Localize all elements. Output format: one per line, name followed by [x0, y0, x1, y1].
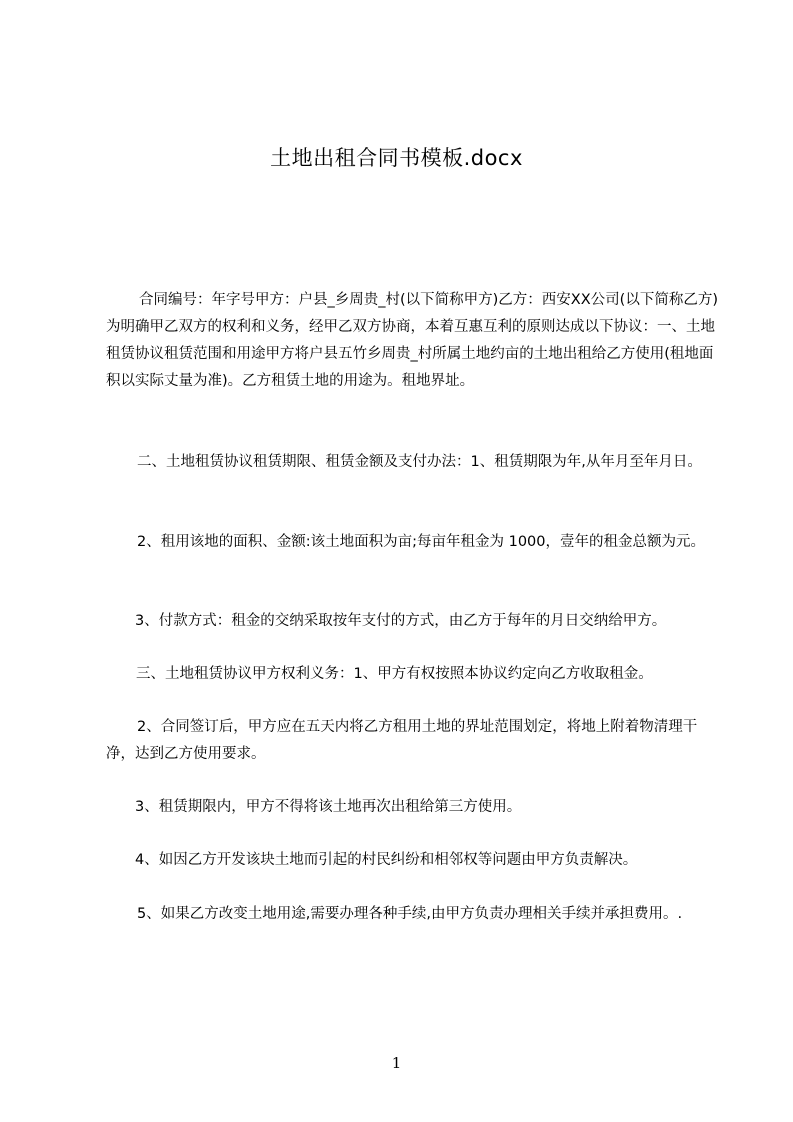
paragraph-no-sublease: 3、租赁期限内，甲方不得将该土地再次出租给第三方使用。	[135, 799, 522, 815]
paragraph-lease-term: 二、土地租赁协议租赁期限、租赁金额及支付办法：1、租赁期限为年,从年月至年月日。	[137, 454, 702, 470]
paragraph-disputes: 4、如因乙方开发该块土地而引起的村民纠纷和相邻权等问题由甲方负责解决。	[135, 852, 638, 868]
paragraph-payment-method: 3、付款方式：租金的交纳采取按年支付的方式，由乙方于每年的月日交纳给甲方。	[135, 613, 667, 629]
paragraph-contract-intro: 合同编号：年字号甲方：户县_乡周贵_村(以下简称甲方)乙方：西安XX公司(以下简称乙方)为明确甲乙双方的权利和义务，经甲乙双方协商，本着互惠互利的原则达成以下协议：一、土地租赁协议租赁范围和用途甲方将户县五竹乡周贵_村所属土地约亩的土地出租给乙方使用(租地面积以实际丈量为准)。乙方租赁土地的用途为。租地界址。	[106, 292, 718, 389]
page-number: 1	[391, 1054, 402, 1072]
paragraph-boundary-clearing: 2、合同签订后，甲方应在五天内将乙方租用土地的界址范围划定，将地上附着物清理干净，达到乙方使用要求。	[106, 719, 698, 762]
paragraph-land-use-change: 5、如果乙方改变土地用途,需要办理各种手续,由甲方负责办理相关手续并承担费用。.	[137, 906, 683, 922]
paragraph-area-rent: 2、租用该地的面积、金额:该土地面积为亩;每亩年租金为 1000，壹年的租金总额为元。	[137, 534, 706, 550]
document-title: 土地出租合同书模板.docx	[270, 146, 523, 170]
paragraph-party-a-rights: 三、土地租赁协议甲方权利义务：1、甲方有权按照本协议约定向乙方收取租金。	[136, 666, 653, 682]
